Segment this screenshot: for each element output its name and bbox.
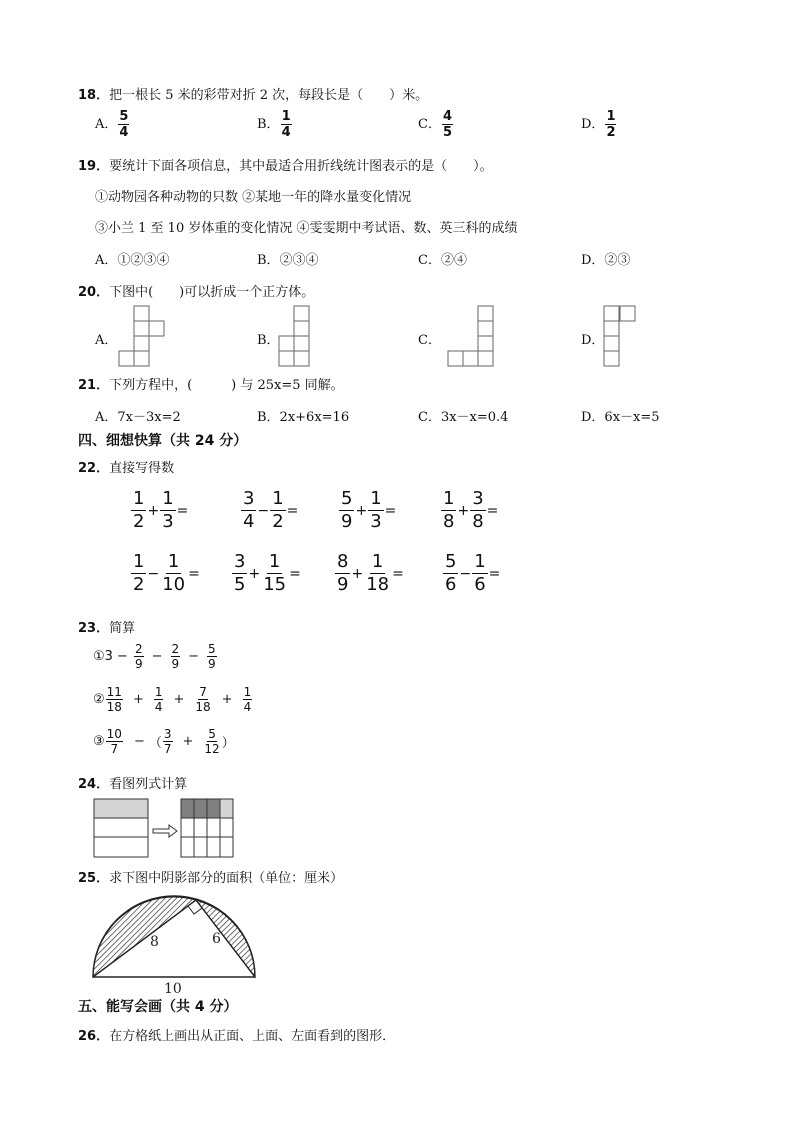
question-stem: 下图中( )可以折成一个正方体。	[109, 285, 315, 300]
q19-option-d[interactable]: D．②③	[581, 253, 631, 268]
q22-expr-1[interactable]: $\frac{1}{2}$ + $\frac{1}{3}$ =	[133, 488, 189, 532]
q21-option-b[interactable]: B．2x+6x=16	[257, 410, 350, 425]
q22-expr-8[interactable]: $\frac{5}{6}$ − $\frac{1}{6}$ =	[445, 551, 501, 595]
fraction: $\frac{1}{3}$	[162, 488, 174, 532]
question-19	[78, 155, 493, 174]
question-number: 25．	[78, 871, 110, 886]
fraction: $\frac{1}{2}$	[133, 488, 145, 532]
section-heading-4: 四、细想快算（共 24 分）	[78, 433, 248, 449]
q19-line-2: ③小兰 1 至 10 岁体重的变化情况 ④雯雯期中考试语、数、英三科的成绩	[95, 221, 518, 236]
fraction: $\frac{1}{2}$	[606, 109, 616, 140]
fraction: $\frac{1}{6}$	[474, 551, 486, 595]
option-label: C．	[418, 117, 441, 132]
question-stem: 下列方程中，( ) 与 25x=5 同解。	[109, 378, 344, 393]
question-stem: 在方格纸上画出从正面、上面、左面看到的图形．	[109, 1029, 396, 1044]
fraction: $\frac{5}{9}$	[341, 488, 353, 532]
q18-option-d[interactable]	[581, 110, 617, 139]
question-23	[78, 617, 135, 636]
fraction: $\frac{1}{2}$	[272, 488, 284, 532]
fraction: $\frac{1}{10}$	[162, 551, 186, 595]
q22-expr-3[interactable]: $\frac{5}{9}$ + $\frac{1}{3}$ =	[341, 488, 397, 532]
fraction: $\frac{1}{3}$	[370, 488, 382, 532]
fraction: $\frac{3}{4}$	[243, 488, 255, 532]
q20-option-b[interactable]: B．	[257, 333, 280, 348]
q21-option-a[interactable]: A．7x－3x=2	[95, 410, 181, 425]
question-22	[78, 457, 174, 476]
fraction: $\frac{5}{6}$	[445, 551, 457, 595]
fraction: $\frac{1}{18}$	[366, 551, 390, 595]
question-number: 22．	[78, 461, 110, 476]
question-21	[78, 374, 344, 393]
arrow-icon	[153, 825, 177, 837]
q20-option-d[interactable]: D．	[581, 333, 605, 348]
q23-expression-2[interactable]: ② $\frac{11}{18}$ + $\frac{1}{4}$ + $\frac{7}{18}$ + $\frac{1}{4}$	[93, 685, 252, 714]
question-stem: 简算	[109, 621, 136, 636]
q22-expr-7[interactable]: $\frac{8}{9}$ + $\frac{1}{18}$ =	[337, 551, 404, 595]
q22-expr-2[interactable]: $\frac{3}{4}$ − $\frac{1}{2}$ =	[243, 488, 299, 532]
question-number: 19．	[78, 159, 110, 174]
fraction: $\frac{1}{15}$	[263, 551, 287, 595]
fraction: $\frac{1}{2}$	[133, 551, 145, 595]
question-number: 24．	[78, 777, 110, 792]
section-heading-5: 五、能写会画（共 4 分）	[78, 999, 238, 1015]
q25-semicircle-figure	[88, 890, 260, 998]
fraction: $\frac{1}{8}$	[443, 488, 455, 532]
q20-option-a[interactable]: A．	[95, 333, 118, 348]
question-number: 20．	[78, 285, 110, 300]
q21-option-d[interactable]: D．6x－x=5	[581, 410, 660, 425]
question-number: 21．	[78, 378, 110, 393]
question-26	[78, 1025, 395, 1044]
q21-option-c[interactable]: C．3x－x=0.4	[418, 410, 509, 425]
q18-option-c[interactable]	[418, 110, 454, 139]
option-label: D．	[581, 117, 605, 132]
question-stem: 要统计下面各项信息，其中最适合用折线统计图表示的是（ ）。	[109, 159, 493, 174]
q22-expr-4[interactable]: $\frac{1}{8}$ + $\frac{3}{8}$ =	[443, 488, 499, 532]
q20-option-c[interactable]: C．	[418, 333, 441, 348]
q19-option-c[interactable]: C．②④	[418, 253, 467, 268]
fraction: $\frac{3}{5}$	[234, 551, 246, 595]
cube-net-d	[603, 305, 639, 367]
q19-option-a[interactable]: A．①②③④	[95, 253, 170, 268]
q19-option-b[interactable]: B．②③④	[257, 253, 319, 268]
label-8: 8	[150, 934, 159, 950]
fraction: $\frac{5}{4}$	[119, 109, 129, 140]
cube-net-b	[278, 305, 312, 367]
option-label: A．	[95, 117, 118, 132]
question-25	[78, 867, 343, 886]
question-stem: 看图列式计算	[109, 777, 188, 792]
question-20	[78, 281, 314, 300]
question-18	[78, 84, 428, 103]
q22-expr-5[interactable]: $\frac{1}{2}$ − $\frac{1}{10}$ =	[133, 551, 200, 595]
fraction: $\frac{3}{8}$	[472, 488, 484, 532]
q18-option-a[interactable]	[95, 110, 130, 139]
fraction: $\frac{4}{5}$	[442, 109, 452, 140]
fraction: $\frac{1}{4}$	[281, 109, 291, 140]
cube-net-c	[447, 305, 497, 367]
question-stem: 求下图中阴影部分的面积（单位：厘米）	[109, 871, 344, 886]
label-10: 10	[164, 981, 182, 997]
question-number: 18．	[78, 88, 110, 103]
question-number: 23．	[78, 621, 110, 636]
q22-expr-6[interactable]: $\frac{3}{5}$ + $\frac{1}{15}$ =	[234, 551, 301, 595]
q23-expression-3[interactable]: ③ $\frac{10}{7}$ − （ $\frac{3}{7}$ + $\frac{5}{12}$ ）	[93, 727, 235, 756]
label-6: 6	[212, 931, 221, 947]
cube-net-a	[118, 305, 168, 367]
question-stem: 把一根长 5 米的彩带对折 2 次，每段长是（ ）米。	[109, 88, 429, 103]
question-number: 26．	[78, 1029, 110, 1044]
question-24	[78, 773, 187, 792]
fraction: $\frac{8}{9}$	[337, 551, 349, 595]
q18-option-b[interactable]	[257, 110, 293, 139]
q19-line-1: ①动物园各种动物的只数 ②某地一年的降水量变化情况	[95, 190, 412, 205]
q23-expression-1[interactable]: ① 3 − $\frac{2}{9}$ − $\frac{2}{9}$ − $\frac{5}{9}$	[93, 642, 216, 671]
option-label: B．	[257, 117, 280, 132]
question-stem: 直接写得数	[109, 461, 175, 476]
q24-figure	[93, 798, 238, 860]
